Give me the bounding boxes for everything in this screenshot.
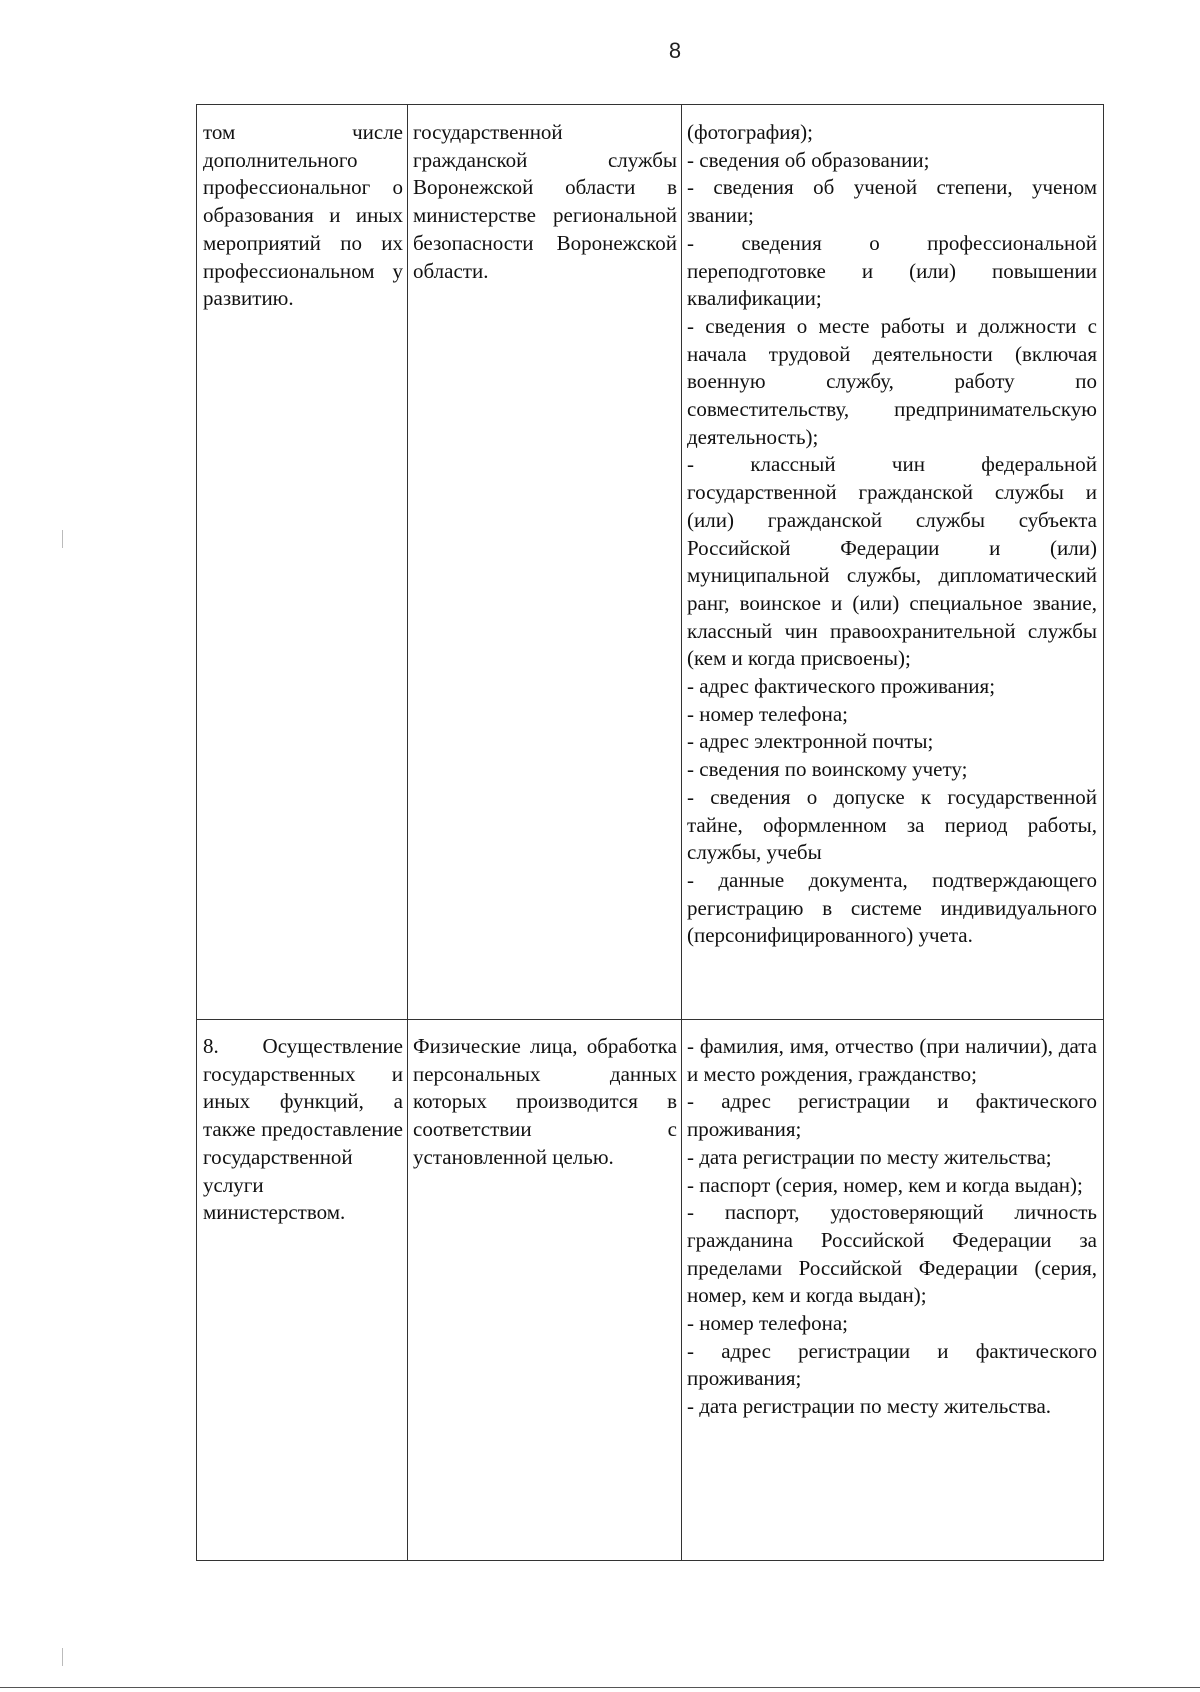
list-item: - сведения об ученой степени, ученом звании; xyxy=(687,175,1097,228)
list-item: - адрес фактического проживания; xyxy=(687,674,996,699)
data-table xyxy=(196,104,1104,1561)
cell-text: Физические лица, обработка персональных данных которых производится в соответствии с установленной целью. xyxy=(413,1034,677,1169)
list-item: - классный чин федеральной государственной гражданской службы и (или) гражданской службы субъекта Российской Федерации и (или) муниципальной службы, дипломатический ранг, воинское и (или) специальное звание, классный чин правоохранительной службы (кем и когда присвоены); xyxy=(687,452,1097,671)
list-item: - сведения об образовании; xyxy=(687,147,930,172)
column-divider xyxy=(407,105,408,1560)
list-item: - сведения о месте работы и должности с начала трудовой деятельности (включая военную службу, работу по совместительству, предпринимательскую деятельность); xyxy=(687,313,1097,449)
margin-mark xyxy=(62,530,63,548)
cell-text: том числе дополнительного профессиональног о образования и иных мероприятий по их профессиональном у развитию. xyxy=(203,120,403,311)
margin-mark xyxy=(62,1648,63,1666)
row-divider xyxy=(197,1019,1103,1020)
list-item: - дата регистрации по месту жительства. xyxy=(687,1394,1052,1419)
cell-text: государственной гражданской службы Воронежской области в министерстве региональной безопасности Воронежской области. xyxy=(413,120,677,283)
list-item: - сведения о допуске к государственной тайне, оформленном за период работы, службы, учебы xyxy=(687,784,1097,865)
list-item: - номер телефона; xyxy=(687,701,848,726)
row2-subjects-cell xyxy=(413,1033,677,1172)
list-item: - фамилия, имя, отчество (при наличии), дата и место рождения, гражданство; xyxy=(687,1034,1097,1086)
list-item: - данные документа, подтверждающего регистрацию в системе индивидуального (персонифицированного) учета. xyxy=(687,867,1097,948)
row2-data-list-cell xyxy=(687,1033,1097,1421)
list-item: - сведения о профессиональной переподготовке и (или) повышении квалификации; xyxy=(687,230,1097,311)
list-item: - номер телефона; xyxy=(687,1311,848,1336)
column-divider xyxy=(681,105,682,1560)
page-number: 8 xyxy=(668,38,682,63)
list-item: - адрес регистрации и фактического проживания; xyxy=(687,1338,1097,1391)
cell-text: 8. Осуществление государственных и иных функций, а также предоставление государственной услуги министерством. xyxy=(203,1034,403,1225)
list-item: - дата регистрации по месту жительства; xyxy=(687,1144,1052,1169)
list-item: - адрес регистрации и фактического проживания; xyxy=(687,1089,1097,1142)
list-item: - паспорт, удостоверяющий личность гражданина Российской Федерации за пределами Российской Федерации (серия, номер, кем и когда выдан); xyxy=(687,1200,1097,1308)
list-item: - адрес электронной почты; xyxy=(687,729,934,754)
row1-data-list-cell xyxy=(687,119,1097,950)
bottom-rule xyxy=(0,1687,1200,1688)
list-item: - паспорт (серия, номер, кем и когда выдан); xyxy=(687,1172,1083,1197)
list-item: (фотография); xyxy=(687,120,813,144)
list-item: - сведения по воинскому учету; xyxy=(687,757,968,782)
row1-purpose-cell xyxy=(203,119,403,313)
row2-purpose-cell xyxy=(203,1033,403,1227)
row1-subjects-cell xyxy=(413,119,677,285)
